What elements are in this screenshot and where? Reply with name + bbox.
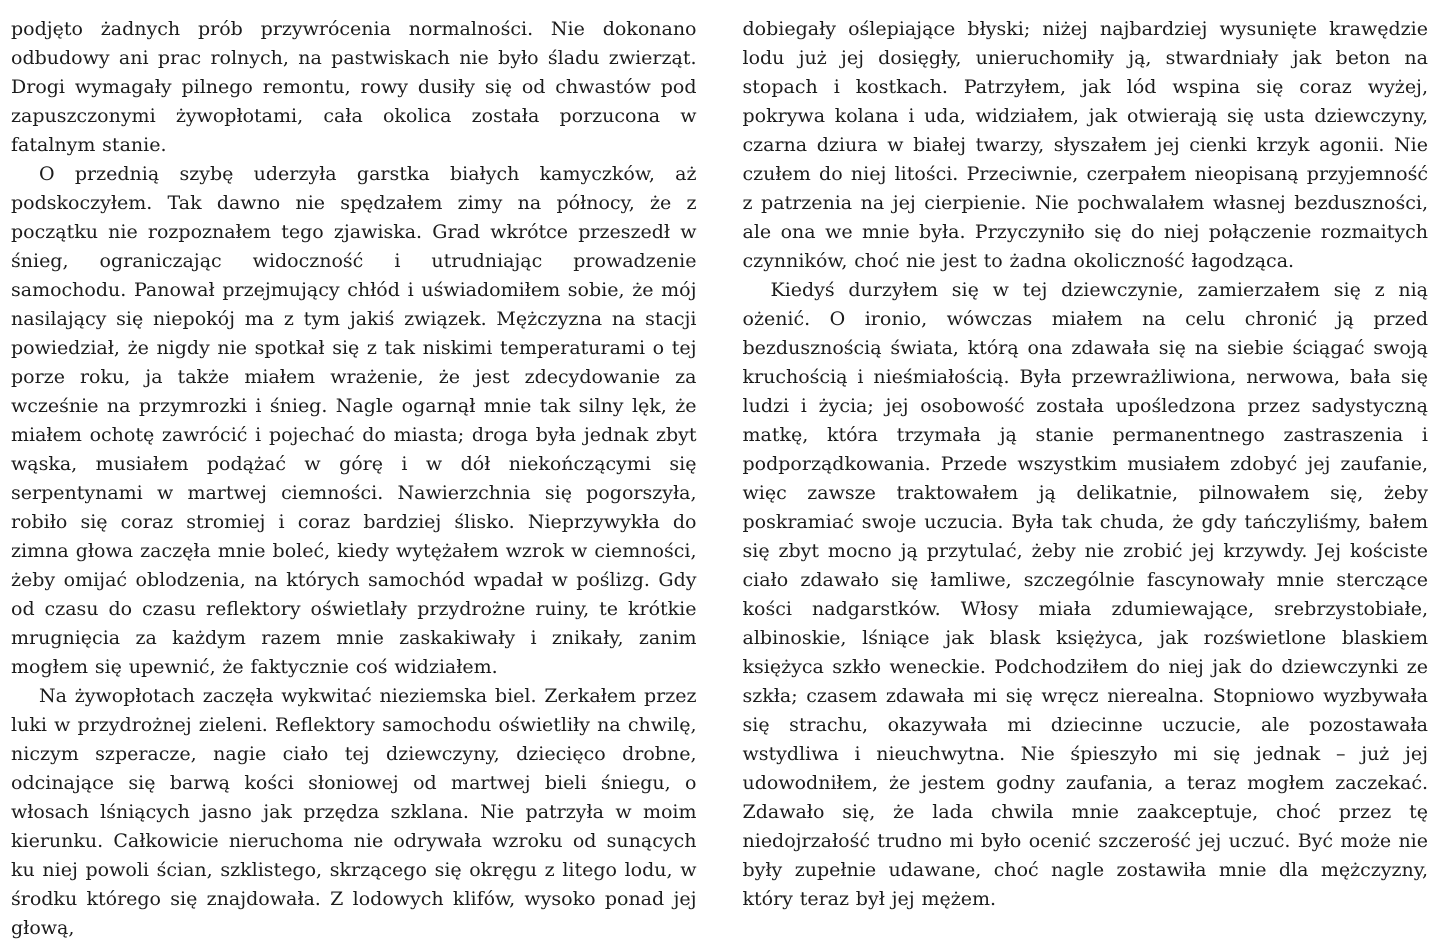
- paragraph-continuation: podjęto żadnych prób przywrócenia normalności. Nie dokonano odbudowy ani prac rolnych, na pastwiskach nie było śladu zwierząt. Drogi wymagały pilnego remontu, rowy dusiły się od chwastów pod zapuszczonymi żywopłotami, cała okolica została porzucona w fatalnym stanie.: [11, 18, 697, 156]
- text-column-right: [743, 15, 1429, 943]
- paragraph-continuation: dobiegały oślepiające błyski; niżej najbardziej wysunięte krawędzie lodu już jej dosięgły, unieruchomiły ją, stwardniały jak beton na stopach i kostkach. Patrzyłem, jak lód wspina się coraz wyżej, pokrywa kolana i uda, widziałem, jak otwierają się usta dziewczyny, czarna dziura w białej twarzy, słyszałem jej cienki krzyk agonii. Nie czułem do niej litości. Przeciwnie, czerpałem nieopisaną przyjemność z patrzenia na jej cierpienie. Nie pochwalałem własnej bezduszności, ale ona we mnie była. Przyczyniło się do niej połączenie rozmaitych czynników, choć nie jest to żadna okoliczność łagodząca.: [742, 18, 1428, 272]
- paragraph: Kiedyś durzyłem się w tej dziewczynie, zamierzałem się z nią ożenić. O ironio, wówczas miałem na celu chronić ją przed bezdusznością świata, którą ona zdawała się na siebie ściągać swoją kruchością i nieśmiałością. Była przewrażliwiona, nerwowa, bała się ludzi i życia; jej osobowość została upośledzona przez sadystyczną matkę, która trzymała ją stanie permanentnego zastraszenia i podporządkowania. Przede wszystkim musiałem zdobyć jej zaufanie, więc zawsze traktowałem ją delikatnie, pilnowałem się, żeby poskramiać swoje uczucia. Była tak chuda, że gdy tańczyliśmy, bałem się zbyt mocno ją przytulać, żeby nie zrobić jej krzywdy. Jej kościste ciało zdawało się łamliwe, szczególnie fascynowały mnie sterczące kości nadgarstków. Włosy miała zdumiewające, srebrzystobiałe, albinoskie, lśniące jak blask księżyca, jak rozświetlone blaskiem księżyca szkło weneckie. Podchodziłem do niej jak do dziewczynki ze szkła; czasem zdawała mi się wręcz nierealna. Stopniowo wyzbywała się strachu, okazywała mi dziecinne uczucie, ale pozostawała wstydliwa i nieuchwytna. Nie śpieszyło mi się jednak – już jej udowodniłem, że jestem godny zaufania, a teraz mogłem zaczekać. Zdawało się, że lada chwila mnie zaakceptuje, choć przez tę niedojrzałość trudno mi było ocenić szczerość jej uczuć. Być może nie były zupełnie udawane, choć nagle zostawiła mnie dla mężczyzny, który teraz był jej mężem.: [742, 279, 1428, 910]
- paragraph: Na żywopłotach zaczęła wykwitać nieziemska biel. Zerkałem przez luki w przydrożnej zieleni. Reflektory samochodu oświetliły na chwilę, niczym szperacze, nagie ciało tej dziewczyny, dziecięco drobne, odcinające się barwą kości słoniowej od martwej bieli śniegu, o włosach lśniących jasno jak przędza szklana. Nie patrzyła w moim kierunku. Całkowicie nieruchoma nie odrywała wzroku od sunących ku niej powoli ścian, szklistego, skrzącego się okręgu z litego lodu, w środku którego się znajdowała. Z lodowych klifów, wysoko ponad jej głową,: [11, 685, 697, 939]
- text-column-left: [11, 15, 697, 943]
- paragraph: O przednią szybę uderzyła garstka białych kamyczków, aż podskoczyłem. Tak dawno nie spędzałem zimy na północy, że z początku nie rozpoznałem tego zjawiska. Grad wkrótce przeszedł w śnieg, ograniczając widoczność i utrudniając prowadzenie samochodu. Panował przejmujący chłód i uświadomiłem sobie, że mój nasilający się niepokój ma z tym jakiś związek. Mężczyzna na stacji powiedział, że nigdy nie spotkał się z tak niskimi temperaturami o tej porze roku, ja także miałem wrażenie, że jest zdecydowanie za wcześnie na przymrozki i śnieg. Nagle ogarnął mnie tak silny lęk, że miałem ochotę zawrócić i pojechać do miasta; droga była jednak zbyt wąska, musiałem podążać w górę i w dół niekończącymi się serpentynami w martwej ciemności. Nawierzchnia się pogorszyła, robiło się coraz stromiej i coraz bardziej ślisko. Nieprzywykła do zimna głowa zaczęła mnie boleć, kiedy wytężałem wzrok w ciemności, żeby omijać oblodzenia, na których samochód wpadał w poślizg. Gdy od czasu do czasu reflektory oświetlały przydrożne ruiny, te krótkie mrugnięcia za każdym razem mnie zaskakiwały i znikały, zanim mogłem się upewnić, że faktycznie coś widziałem.: [11, 163, 697, 678]
